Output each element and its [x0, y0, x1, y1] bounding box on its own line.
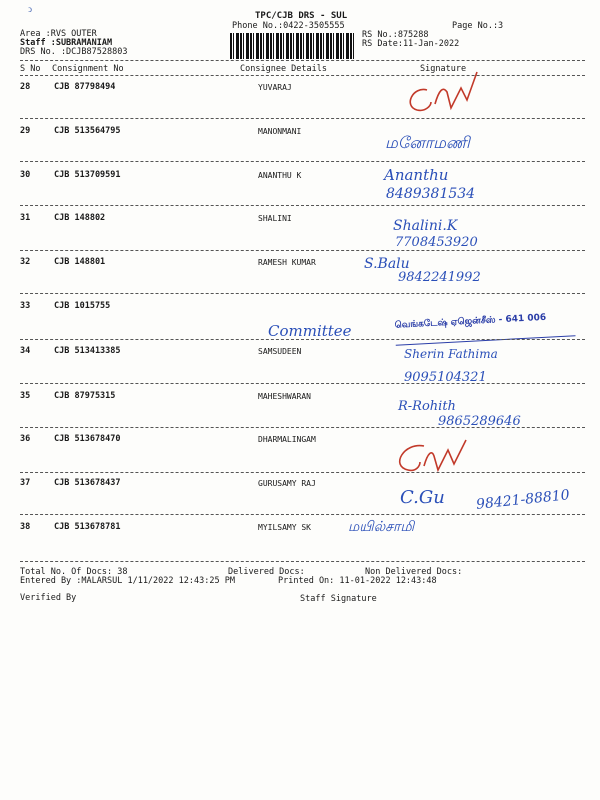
row-consignee: GURUSAMY RAJ — [258, 479, 316, 488]
signature-30-phone: 8489381534 — [386, 186, 476, 202]
signature-31-phone: 7708453920 — [395, 235, 478, 250]
row-consignment: CJB 1015755 — [54, 301, 111, 311]
divider — [20, 427, 585, 428]
row-consignment: CJB 87798494 — [54, 82, 116, 92]
row-sno: 30 — [20, 170, 31, 180]
signature-37-phone: 98421-88810 — [475, 487, 571, 513]
rs-number: RS No.:875288 — [362, 30, 429, 40]
signature-38: மயில்சாமி — [348, 519, 415, 535]
signature-28-icon — [395, 68, 495, 118]
row-sno: 38 — [20, 522, 31, 532]
divider — [20, 161, 585, 162]
divider — [20, 561, 585, 562]
drs-number: DRS No. :DCJB87528803 — [20, 47, 128, 57]
document-title: TPC/CJB DRS - SUL — [255, 11, 348, 21]
row-consignment: CJB 513709591 — [54, 170, 121, 180]
page-number: Page No.:3 — [452, 21, 504, 31]
row-sno: 32 — [20, 257, 31, 267]
total-docs: Total No. Of Docs: 38 — [20, 567, 128, 577]
row-sno: 35 — [20, 391, 31, 401]
delivered-docs: Delivered Docs: — [228, 567, 305, 577]
row-consignment: CJB 148801 — [54, 257, 106, 267]
row-consignment: CJB 87975315 — [54, 391, 116, 401]
row-sno: 31 — [20, 213, 31, 223]
divider — [20, 75, 585, 76]
signature-34-phone: 9095104321 — [404, 370, 487, 385]
signature-35-phone: 9865289646 — [438, 414, 521, 429]
divider — [20, 293, 585, 294]
divider — [20, 205, 585, 206]
row-sno: 29 — [20, 126, 31, 136]
row-consignee: SHALINI — [258, 214, 292, 223]
staff-label: Staff :SUBRAMANIAM — [20, 38, 113, 48]
row-consignment: CJB 513678781 — [54, 522, 121, 532]
divider — [20, 514, 585, 515]
signature-34: Sherin Fathima — [404, 347, 498, 361]
corner-mark-icon: ↄ — [28, 5, 32, 15]
barcode — [230, 33, 354, 59]
printed-on: Printed On: 11-01-2022 12:43:48 — [278, 576, 437, 586]
column-header-consignee: Consignee Details — [240, 64, 327, 74]
company-stamp: வெங்கடேஷ் ஏஜென்சீஸ் - 641 006 — [394, 311, 575, 345]
row-consignment: CJB 513413385 — [54, 346, 121, 356]
row-consignment: CJB 513678437 — [54, 478, 121, 488]
row-sno: 37 — [20, 478, 31, 488]
signature-33: Committee — [268, 322, 352, 340]
row-consignee: MAHESHWARAN — [258, 392, 311, 401]
staff-signature: Staff Signature — [300, 594, 377, 604]
row-consignment: CJB 513564795 — [54, 126, 121, 136]
row-consignment: CJB 513678470 — [54, 434, 121, 444]
row-sno: 36 — [20, 434, 31, 444]
non-delivered-docs: Non Delivered Docs: — [365, 567, 463, 577]
column-header-signature: Signature — [420, 64, 467, 74]
row-consignee: ANANTHU K — [258, 171, 302, 180]
divider — [20, 339, 585, 340]
row-consignee: MYILSAMY SK — [258, 523, 311, 532]
rs-date: RS Date:11-Jan-2022 — [362, 39, 460, 49]
signature-35: R-Rohith — [398, 399, 456, 414]
signature-32: S.Balu — [364, 256, 410, 272]
signature-32-phone: 9842241992 — [398, 270, 481, 285]
row-sno: 28 — [20, 82, 31, 92]
row-sno: 34 — [20, 346, 31, 356]
signature-30: Ananthu — [384, 166, 449, 184]
entered-by: Entered By :MALARSUL 1/11/2022 12:43:25 PM — [20, 576, 235, 586]
signature-37: C.Gu — [400, 487, 445, 508]
phone-number: Phone No.:0422-3505555 — [232, 21, 345, 31]
row-consignee: DHARMALINGAM — [258, 435, 316, 444]
row-consignee: RAMESH KUMAR — [258, 258, 316, 267]
signature-31: Shalini.K — [393, 218, 458, 234]
row-consignee: SAMSUDEEN — [258, 347, 302, 356]
row-consignee: YUVARAJ — [258, 83, 292, 92]
column-header-sno: S No — [20, 64, 41, 74]
divider — [20, 383, 585, 384]
divider — [20, 118, 585, 119]
row-consignee: MANONMANI — [258, 127, 302, 136]
area-label: Area :RVS OUTER — [20, 29, 97, 39]
signature-29: மனோமணி — [385, 133, 470, 152]
row-sno: 33 — [20, 301, 31, 311]
row-consignment: CJB 148802 — [54, 213, 106, 223]
column-header-consignment: Consignment No — [52, 64, 124, 74]
verified-by: Verified By — [20, 593, 77, 603]
divider — [20, 250, 585, 251]
divider — [20, 472, 585, 473]
signature-36-icon — [388, 440, 498, 480]
divider — [20, 60, 585, 61]
